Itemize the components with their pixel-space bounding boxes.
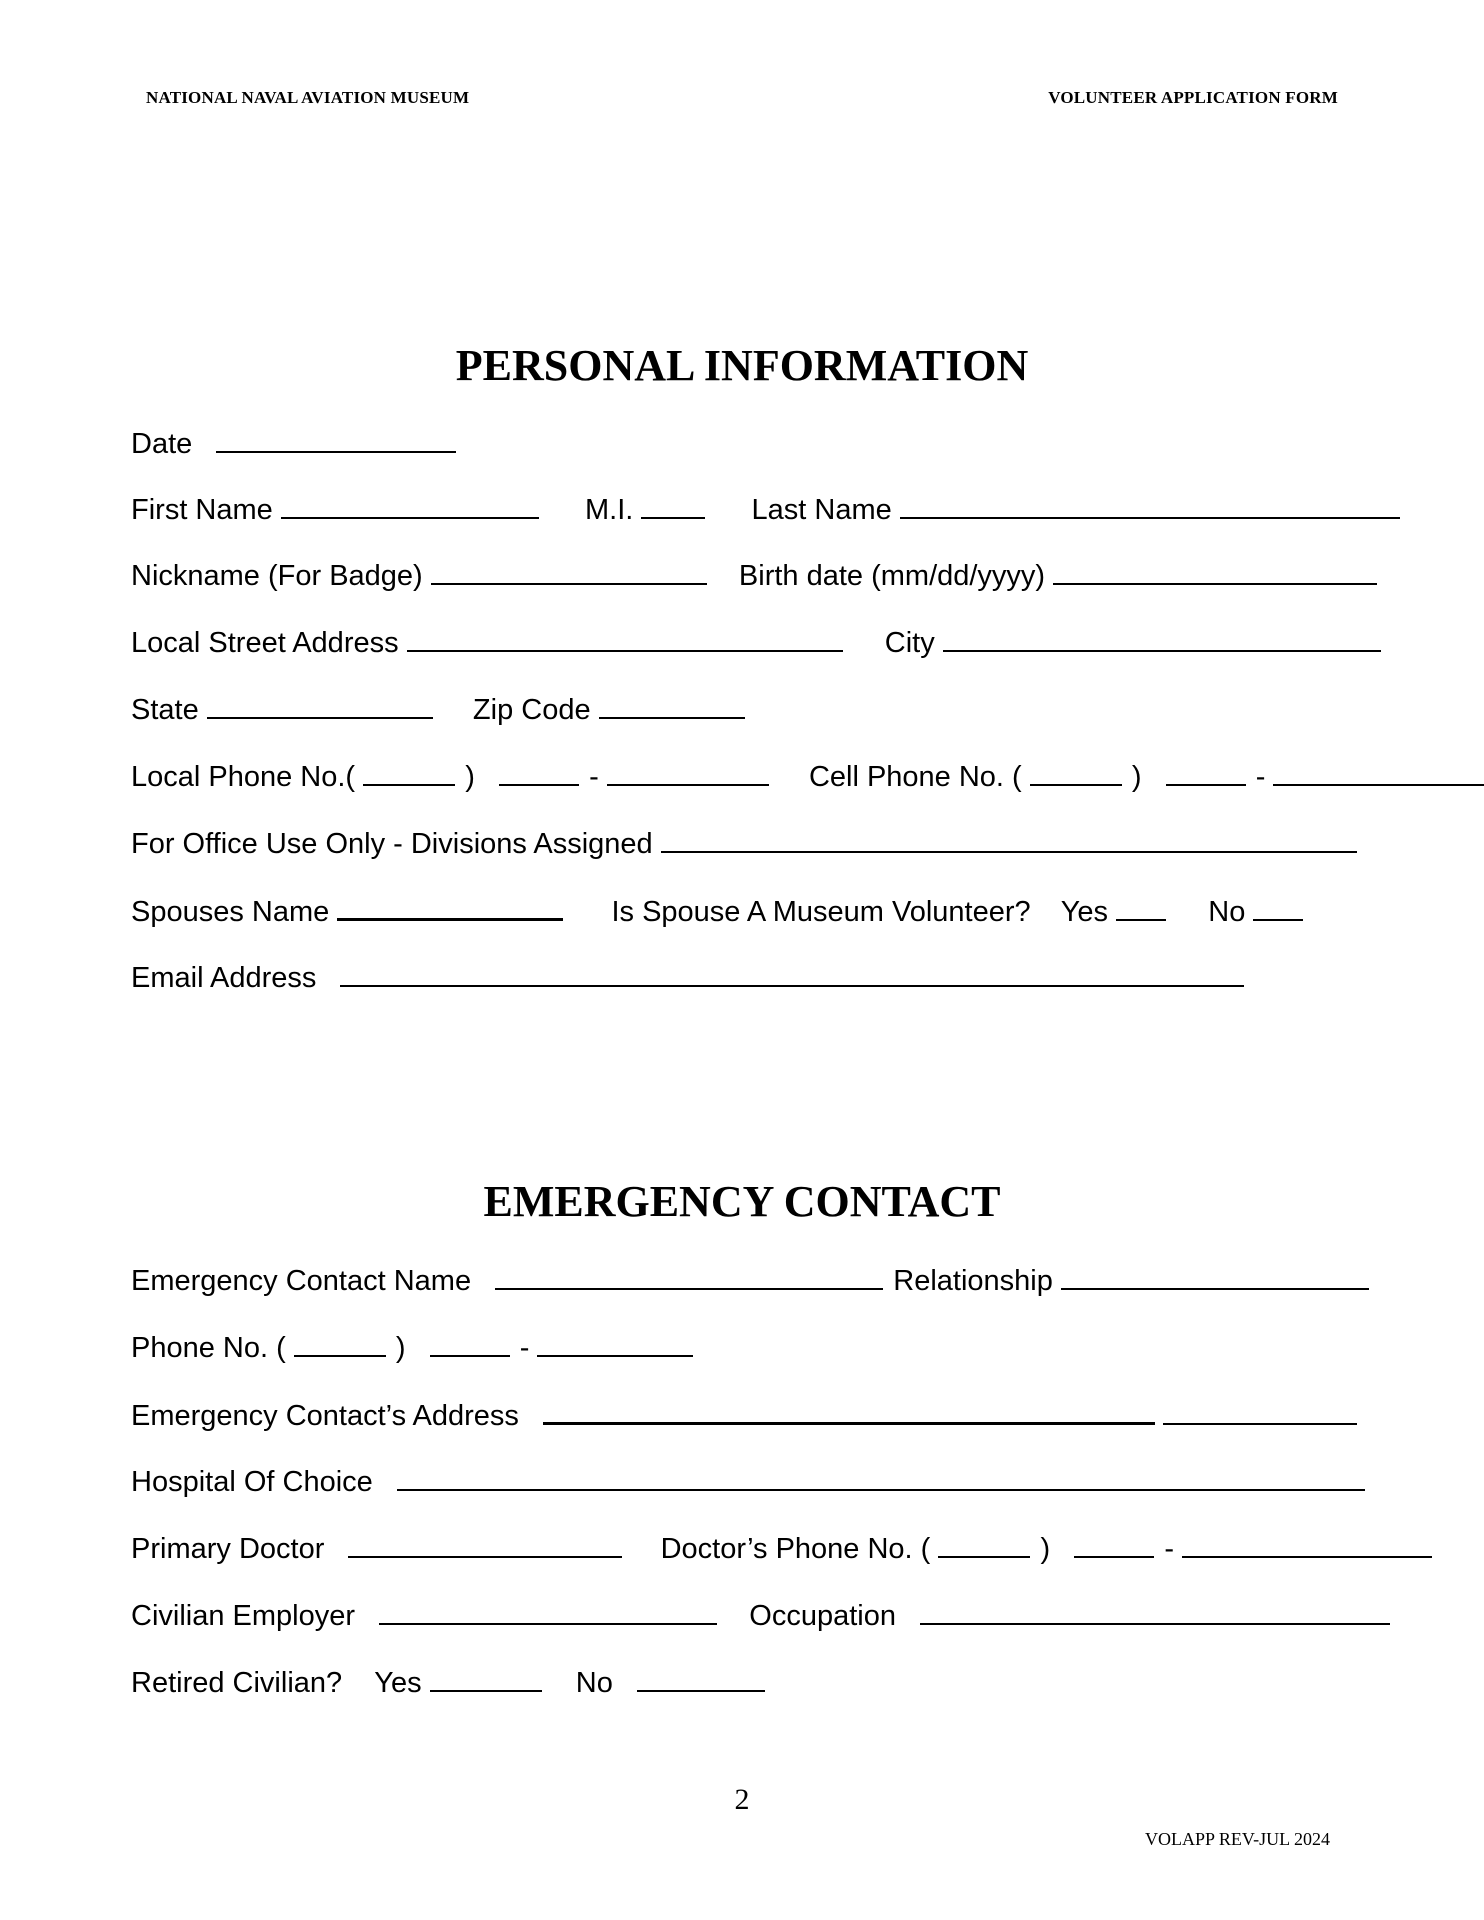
row-office-use <box>131 825 1384 862</box>
retired-no-field[interactable] <box>637 1664 765 1692</box>
doctor-phone-close-paren: ) <box>1040 1533 1051 1565</box>
local-phone-prefix-field[interactable] <box>499 758 579 786</box>
header-museum-name: NATIONAL NAVAL AVIATION MUSEUM <box>146 88 470 107</box>
emergency-contact-title: EMERGENCY CONTACT <box>483 1177 1001 1226</box>
cell-phone-area-field[interactable] <box>1030 758 1122 786</box>
emergency-phone-area-field[interactable] <box>294 1329 386 1357</box>
last-name-field[interactable] <box>900 491 1400 519</box>
employer-label: Civilian Employer <box>131 1600 356 1632</box>
cell-phone-label: Cell Phone No. ( <box>808 761 1022 793</box>
doctor-phone-label: Doctor’s Phone No. ( <box>660 1533 931 1565</box>
local-phone-line-field[interactable] <box>607 758 769 786</box>
doctor-phone-line-field[interactable] <box>1182 1530 1432 1558</box>
row-hospital <box>131 1463 1384 1500</box>
city-field[interactable] <box>943 624 1381 652</box>
mi-label: M.I. <box>584 494 634 526</box>
first-name-label: First Name <box>131 494 273 526</box>
doctor-phone-prefix-field[interactable] <box>1074 1530 1154 1558</box>
birth-date-label: Birth date (mm/dd/yyyy) <box>738 560 1046 592</box>
row-address <box>131 624 1384 661</box>
doctor-phone-dash: - <box>1164 1533 1174 1565</box>
relationship-label: Relationship <box>893 1265 1053 1297</box>
page-number: 2 <box>734 1783 750 1816</box>
emergency-phone-line-field[interactable] <box>537 1329 693 1357</box>
cell-phone-close-paren: ) <box>1131 761 1142 793</box>
retired-yes-label: Yes <box>374 1667 422 1699</box>
row-doctor <box>131 1530 1384 1567</box>
local-phone-label: Local Phone No.( <box>131 761 356 793</box>
emergency-phone-close-paren: ) <box>395 1332 406 1364</box>
date-label: Date <box>131 428 193 460</box>
emergency-address-label: Emergency Contact’s Address <box>131 1400 519 1432</box>
row-email <box>131 959 1384 996</box>
zip-field[interactable] <box>599 691 745 719</box>
emergency-address-field[interactable] <box>543 1396 1155 1425</box>
row-emergency-name <box>131 1262 1384 1299</box>
emergency-phone-label: Phone No. ( <box>131 1332 286 1364</box>
zip-label: Zip Code <box>472 694 591 726</box>
doctor-label: Primary Doctor <box>131 1533 325 1565</box>
spouse-yes-label: Yes <box>1060 896 1109 928</box>
spouse-volunteer-label: Is Spouse A Museum Volunteer? <box>611 896 1031 928</box>
doctor-phone-area-field[interactable] <box>938 1530 1030 1558</box>
row-phones <box>131 758 1384 795</box>
personal-information-title: PERSONAL INFORMATION <box>455 341 1029 390</box>
spouse-name-field[interactable] <box>337 892 563 921</box>
state-label: State <box>131 694 199 726</box>
row-state-zip <box>131 691 1384 728</box>
local-phone-area-field[interactable] <box>363 758 455 786</box>
mi-field[interactable] <box>641 491 705 519</box>
cell-phone-dash: - <box>1255 761 1266 793</box>
birth-date-field[interactable] <box>1053 557 1377 585</box>
occupation-label: Occupation <box>749 1600 896 1632</box>
spouse-no-label: No <box>1208 896 1246 928</box>
email-label: Email Address <box>131 962 317 994</box>
row-spouse <box>131 892 1384 930</box>
cell-phone-line-field[interactable] <box>1273 758 1484 786</box>
last-name-label: Last Name <box>751 494 892 526</box>
row-date <box>131 425 1384 462</box>
local-phone-dash: - <box>589 761 599 793</box>
street-field[interactable] <box>407 624 843 652</box>
employer-field[interactable] <box>379 1597 717 1625</box>
spouse-yes-field[interactable] <box>1116 893 1166 921</box>
doctor-field[interactable] <box>348 1530 622 1558</box>
divisions-assigned-field[interactable] <box>661 825 1357 853</box>
retired-no-label: No <box>575 1667 613 1699</box>
emergency-address-field-extension[interactable] <box>1163 1397 1357 1425</box>
retired-yes-field[interactable] <box>430 1664 542 1692</box>
hospital-field[interactable] <box>397 1463 1365 1491</box>
header-form-title: VOLUNTEER APPLICATION FORM <box>1048 88 1338 107</box>
row-retired <box>131 1664 1384 1701</box>
row-name <box>131 491 1384 528</box>
city-label: City <box>884 627 935 659</box>
state-field[interactable] <box>207 691 433 719</box>
retired-label: Retired Civilian? <box>131 1667 343 1699</box>
emergency-name-label: Emergency Contact Name <box>131 1265 472 1297</box>
emergency-name-field[interactable] <box>495 1262 883 1290</box>
cell-phone-prefix-field[interactable] <box>1166 758 1246 786</box>
relationship-field[interactable] <box>1061 1262 1369 1290</box>
row-nickname <box>131 557 1384 594</box>
occupation-field[interactable] <box>920 1597 1390 1625</box>
emergency-phone-dash: - <box>519 1332 530 1364</box>
nickname-label: Nickname (For Badge) <box>131 560 423 592</box>
date-field[interactable] <box>216 425 456 453</box>
emergency-phone-prefix-field[interactable] <box>430 1329 510 1357</box>
revision-label: VOLAPP REV-JUL 2024 <box>1144 1829 1330 1849</box>
row-employer <box>131 1597 1384 1634</box>
email-field[interactable] <box>340 959 1244 987</box>
row-emergency-phone <box>131 1329 1384 1366</box>
hospital-label: Hospital Of Choice <box>131 1466 373 1498</box>
first-name-field[interactable] <box>281 491 539 519</box>
row-emergency-address <box>131 1396 1384 1434</box>
spouse-name-label: Spouses Name <box>131 896 330 928</box>
spouse-no-field[interactable] <box>1253 893 1303 921</box>
nickname-field[interactable] <box>431 557 707 585</box>
office-use-label: For Office Use Only - Divisions Assigned <box>131 828 653 860</box>
local-phone-close-paren: ) <box>465 761 475 793</box>
street-label: Local Street Address <box>131 627 399 659</box>
